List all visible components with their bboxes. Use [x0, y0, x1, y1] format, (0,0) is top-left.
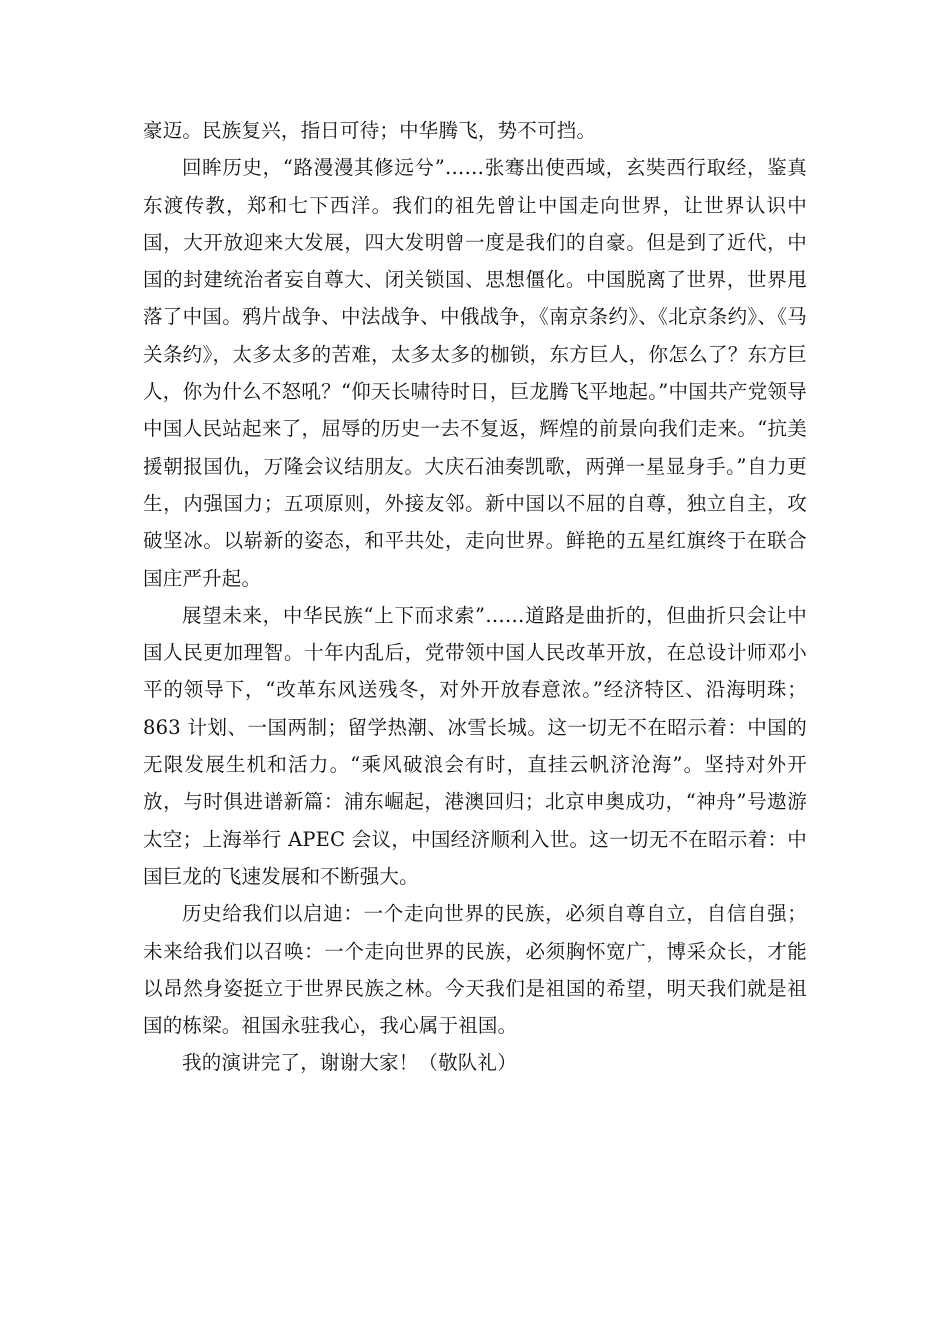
paragraph-closing: 我的演讲完了，谢谢大家！（敬队礼） — [182, 1051, 517, 1075]
paragraph-future: 展望未来，中华民族“上下而求索”……道路是曲折的，但曲折只会让中国人民更加理智。十年内乱后，党带领中国人民改革开放，在总设计师邓小平的领导下，“改革东风送残冬，对外开放春意浓。”经济特区、沿海明珠；863 计划、一国两制；留学热潮、冰雪长城。这一切无不在昭示着：中国的无限发展生机和活力。“乘风破浪会有时，直挂云帆济沧海”。坚持对外开放，与时俱进谱新篇：浦东崛起，港澳回归；北京申奥成功，“神舟”号遨游太空；上海举行 APEC 会议，中国经济顺利入世。这一切无不在昭示着：中国巨龙的飞速发展和不断强大。 — [143, 603, 807, 888]
paragraph-history: 回眸历史，“路漫漫其修远兮”……张骞出使西域，玄奘西行取经，鉴真东渡传教，郑和七下西洋。我们的祖先曾让中国走向世界，让世界认识中国，大开放迎来大发展，四大发明曾一度是我们的自豪。但是到了近代，中国的封建统治者妄自尊大、闭关锁国、思想僵化。中国脱离了世界，世界甩落了中国。鸦片战争、中法战争、中俄战争，《南京条约》、《北京条约》、《马关条约》，太多太多的苦难，太多太多的枷锁，东方巨人，你怎么了？东方巨人，你为什么不怒吼？“仰天长啸待时日，巨龙腾飞平地起。”中国共产党领导中国人民站起来了，屈辱的历史一去不复返，辉煌的前景向我们走来。“抗美援朝报国仇，万隆会议结朋友。大庆石油奏凯歌，两弹一星显身手。”自力更生，内强国力；五项原则，外接友邻。新中国以不屈的自尊，独立自主，攻破坚冰。以崭新的姿态，和平共处，走向世界。鲜艳的五星红旗终于在联合国庄严升起。 — [143, 156, 807, 590]
paragraph-conclusion: 历史给我们以启迪：一个走向世界的民族，必须自尊自立，自信自强；未来给我们以召唤：一个走向世界的民族，必须胸怀宽广，博采众长，才能以昂然身姿挺立于世界民族之林。今天我们是祖国的希望，明天我们就是祖国的栋梁。祖国永驻我心，我心属于祖国。 — [143, 902, 807, 1038]
document-body — [143, 112, 807, 1082]
paragraph-continuation: 豪迈。民族复兴，指日可待；中华腾飞，势不可挡。 — [143, 119, 597, 142]
